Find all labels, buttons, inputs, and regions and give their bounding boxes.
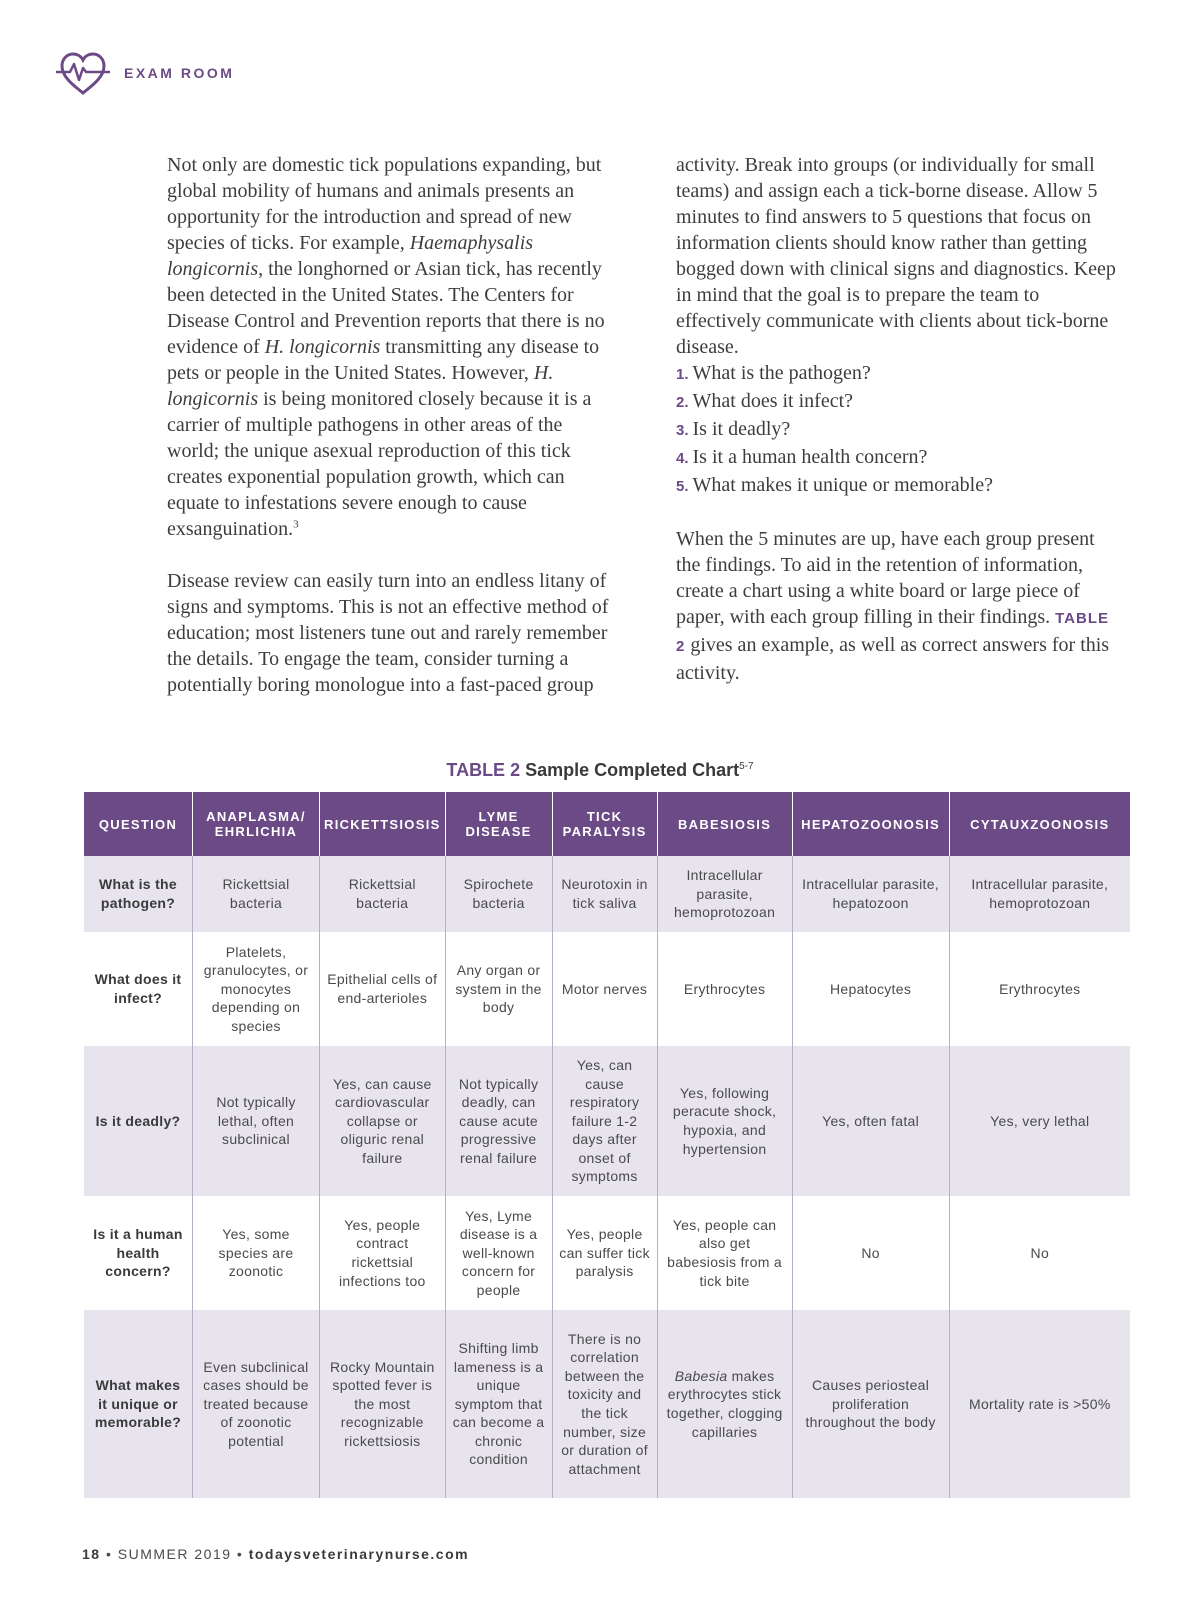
table-cell: Rocky Mountain spotted fever is the most recognizable rickettsiosis	[320, 1310, 446, 1498]
table-cell: There is no correlation between the toxicity and the tick number, size or duration of attachment	[552, 1310, 657, 1498]
table-row	[84, 1196, 1130, 1310]
table-cell: Intracellular parasite, hepatozoon	[792, 856, 949, 932]
table-cell: Yes, often fatal	[792, 1046, 949, 1196]
table-row	[84, 1046, 1130, 1196]
page-footer: 18 • SUMMER 2019 • todaysveterinarynurse.com	[82, 1546, 470, 1562]
table-cell: Is it a human health concern?	[84, 1196, 193, 1310]
section-label: EXAM ROOM	[124, 65, 235, 81]
table-cell: What makes it unique or memorable?	[84, 1310, 193, 1498]
list-item: 5. What makes it unique or memorable?	[676, 474, 993, 496]
table-cell: Erythrocytes	[657, 932, 792, 1046]
table-reference: TABLE 2	[676, 610, 1110, 655]
table-cell: Yes, Lyme disease is a well-known concern for people	[445, 1196, 552, 1310]
table-cell: Platelets, granulocytes, or monocytes depending on species	[193, 932, 320, 1046]
column-header: QUESTION	[84, 792, 193, 856]
left-column	[167, 152, 619, 698]
column-header: RICKETTSIOSIS	[320, 792, 446, 856]
website-link[interactable]: todaysveterinarynurse.com	[248, 1546, 470, 1562]
table-cell: Causes periosteal proliferation throughout the body	[792, 1310, 949, 1498]
table-cell: Rickettsial bacteria	[320, 856, 446, 932]
left-paragraph-1: Not only are domestic tick populations expanding, but global mobility of humans and animals presents an opportunity for the introduction and spread of new species of ticks. For example, Haemaphysalis longicornis, the longhorned or Asian tick, has recently been detected in the United States. The Centers for Disease Control and Prevention reports that there is no evidence of H. longicornis transmitting any disease to pets or people in the United States. However, H. longicornis is being monitored closely because it is a carrier of multiple pathogens in other areas of the world; the unique asexual reproduction of this tick creates exponential population growth, which can equate to infestations severe enough to cause exsanguination.$^3$	[167, 154, 605, 540]
column-header: BABESIOSIS	[657, 792, 792, 856]
page-number: 18	[82, 1546, 101, 1562]
sample-chart-table	[84, 792, 1130, 1498]
table-cell: Intracellular parasite, hemoprotozoan	[949, 856, 1130, 932]
table-cell: What does it infect?	[84, 932, 193, 1046]
table-cell: Mortality rate is >50%	[949, 1310, 1130, 1498]
table-cell: Motor nerves	[552, 932, 657, 1046]
table-cell: Neurotoxin in tick saliva	[552, 856, 657, 932]
right-paragraph-1: activity. Break into groups (or individually for small teams) and assign each a tick-borne disease. Allow 5 minutes to find answers to 5 questions that focus on information clients should know rather than getting bogged down with clinical signs and diagnostics. Keep in mind that the goal is to prepare the team to effectively communicate with clients about tick-borne disease.	[676, 154, 1116, 358]
table-cell: No	[792, 1196, 949, 1310]
table-title: TABLE 2 Sample Completed Chart$^{5-7}$	[446, 760, 754, 780]
column-header: ANAPLASMA/ EHRLICHIA	[193, 792, 320, 856]
list-item: 2. What does it infect?	[676, 390, 854, 412]
column-header: HEPATOZOONOSIS	[792, 792, 949, 856]
table-cell: Is it deadly?	[84, 1046, 193, 1196]
table-cell: Spirochete bacteria	[445, 856, 552, 932]
table-row	[84, 1310, 1130, 1498]
reference-superscript: 3	[293, 518, 299, 531]
table-cell: Any organ or system in the body	[445, 932, 552, 1046]
table-cell: Not typically lethal, often subclinical	[193, 1046, 320, 1196]
column-header: LYME DISEASE	[445, 792, 552, 856]
table-cell: Epithelial cells of end-arterioles	[320, 932, 446, 1046]
issue-label: SUMMER 2019	[117, 1546, 232, 1562]
table-cell: Rickettsial bacteria	[193, 856, 320, 932]
table-row	[84, 932, 1130, 1046]
table-cell: Shifting limb lameness is a unique symptom that can become a chronic condition	[445, 1310, 552, 1498]
table-cell: Hepatocytes	[792, 932, 949, 1046]
question-list	[676, 360, 1118, 500]
table-cell: Yes, can cause cardiovascular collapse or oliguric renal failure	[320, 1046, 446, 1196]
table-cell: Yes, can cause respiratory failure 1-2 days after onset of symptoms	[552, 1046, 657, 1196]
table-cell: Erythrocytes	[949, 932, 1130, 1046]
list-item: 1. What is the pathogen?	[676, 362, 871, 384]
table-row	[84, 856, 1130, 932]
table-cell: Yes, some species are zoonotic	[193, 1196, 320, 1310]
table-cell: Yes, people can also get babesiosis from a tick bite	[657, 1196, 792, 1310]
table-cell: Even subclinical cases should be treated because of zoonotic potential	[193, 1310, 320, 1498]
right-column	[676, 152, 1118, 686]
right-paragraph-2: When the 5 minutes are up, have each group present the findings. To aid in the retention of information, create a chart using a white board or large piece of paper, with each group filling in their findings. TABLE 2 gives an example, as well as correct answers for this activity.	[676, 528, 1110, 684]
table-header-row	[84, 792, 1130, 856]
table-cell: Yes, people contract rickettsial infections too	[320, 1196, 446, 1310]
table-cell: Yes, following peracute shock, hypoxia, and hypertension	[657, 1046, 792, 1196]
left-paragraph-2: Disease review can easily turn into an endless litany of signs and symptoms. This is not an effective method of education; most listeners tune out and rarely remember the details. To engage the team, consider turning a potentially boring monologue into a fast-paced group	[167, 570, 609, 696]
table-cell: What is the pathogen?	[84, 856, 193, 932]
table-cell: Intracellular parasite, hemoprotozoan	[657, 856, 792, 932]
column-header: TICK PARALYSIS	[552, 792, 657, 856]
table-cell: Yes, very lethal	[949, 1046, 1130, 1196]
list-item: 3. Is it deadly?	[676, 418, 791, 440]
page-header	[56, 48, 234, 98]
column-header: CYTAUXZOONOSIS	[949, 792, 1130, 856]
table-cell: Babesia makes erythrocytes stick together, clogging capillaries	[657, 1310, 792, 1498]
table-cell: Yes, people can suffer tick paralysis	[552, 1196, 657, 1310]
table-cell: Not typically deadly, can cause acute progressive renal failure	[445, 1046, 552, 1196]
heartbeat-heart-icon	[56, 50, 110, 96]
list-item: 4. Is it a human health concern?	[676, 446, 928, 468]
table-cell: No	[949, 1196, 1130, 1310]
